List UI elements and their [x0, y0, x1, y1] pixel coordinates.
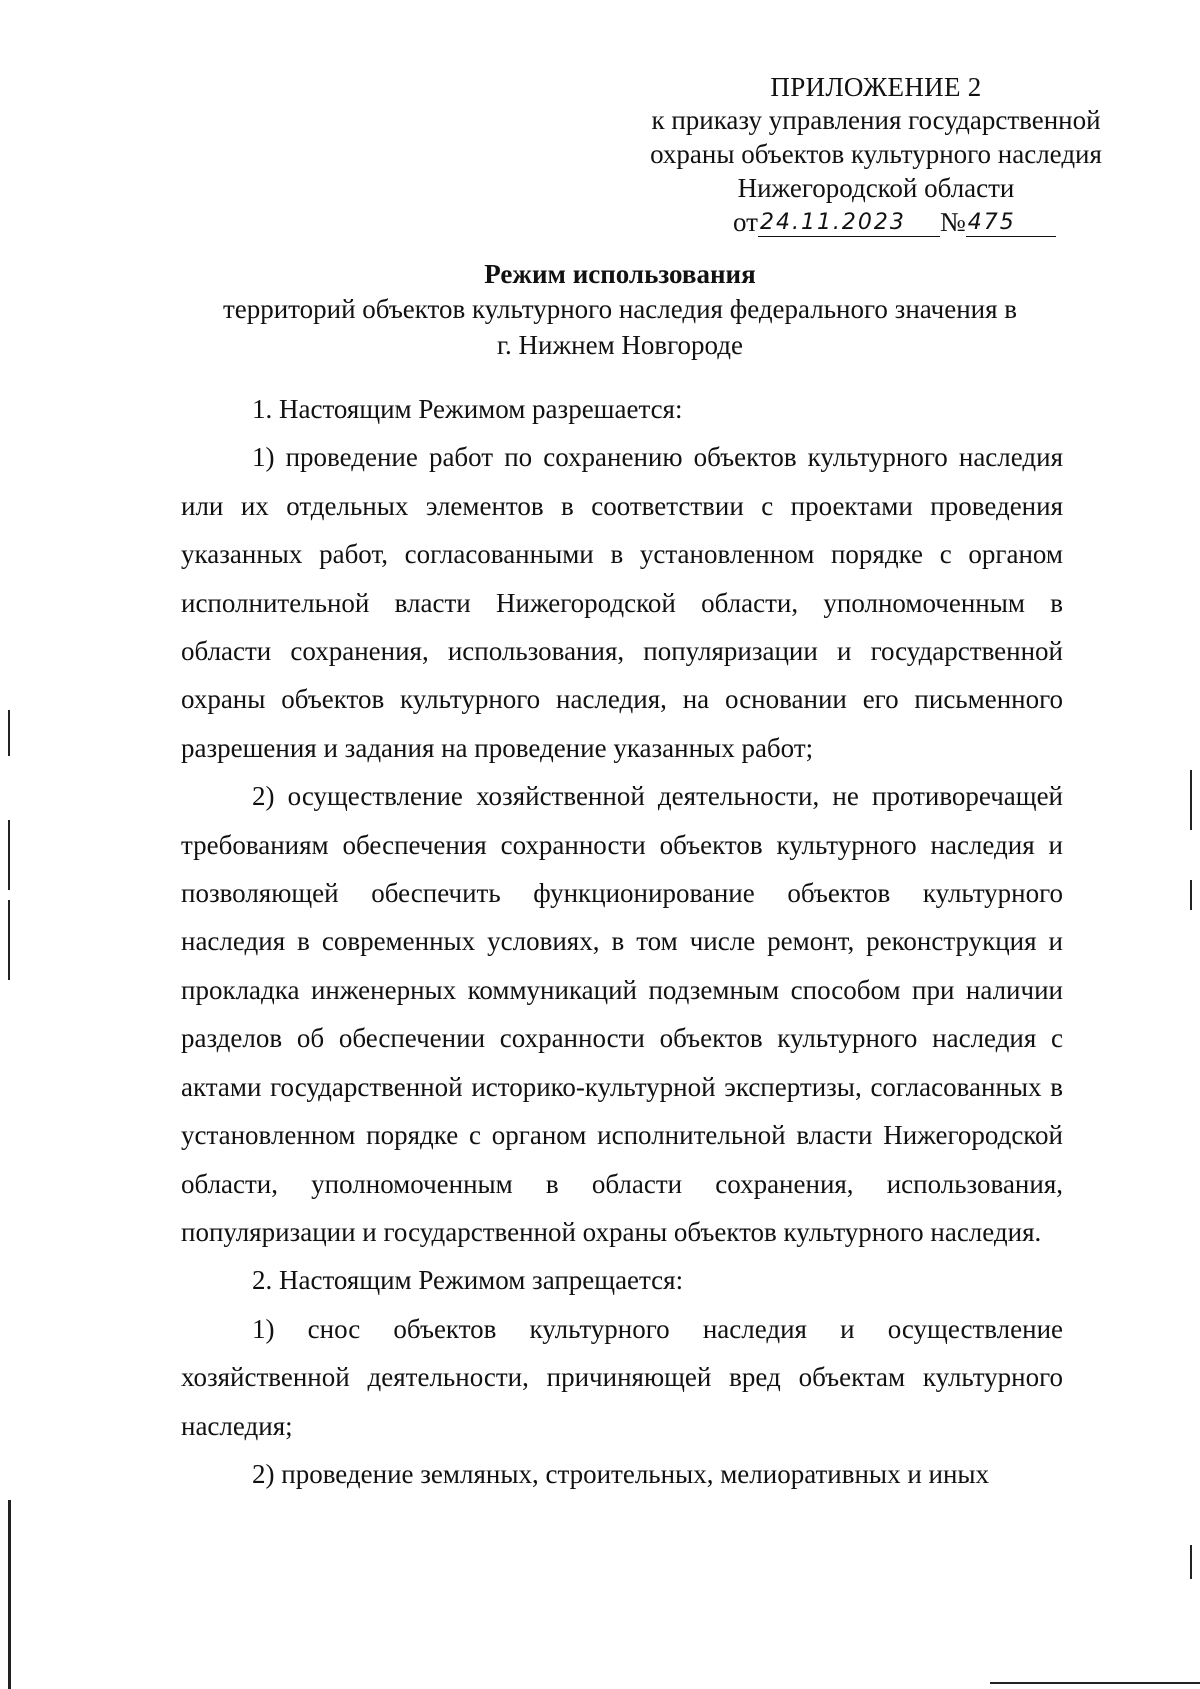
scan-edge-line [8, 1500, 11, 1689]
appendix-line: Нижегородской области [737, 173, 1015, 203]
appendix-title: ПРИЛОЖЕНИЕ 2 [770, 72, 982, 102]
body-paragraph: 1) проведение работ по сохранению объектов культурного наследия или их отдельных элементов в соответствии с проектами проведения указанных работ, согласованными в установленном порядке с органом исполнительной власти Нижегородской области, уполномоченным в области сохранения, использования, популяризации и государственной охраны объектов культурного наследия, на основании его письменного разрешения и задания на проведение указанных работ; [181, 442, 1063, 763]
order-date-number-line [733, 205, 1056, 239]
document-title: Режим использования [484, 259, 756, 289]
body-paragraph: 1) снос объектов культурного наследия и осуществление хозяйственной деятельности, причиняющей вред объектам культурного наследия; [181, 1313, 1063, 1441]
scan-edge-line [8, 710, 10, 756]
handwritten-date: 24.11.2023 [758, 210, 940, 237]
scan-edge-line [1190, 770, 1192, 830]
scan-edge-line [8, 820, 10, 890]
appendix-line: к приказу управления государственной [651, 105, 1101, 135]
date-prefix: от [733, 207, 758, 237]
subtitle-line: г. Нижнем Новгороде [497, 330, 743, 360]
subtitle-line: территорий объектов культурного наследия федерального значения в [222, 294, 1018, 324]
document-subtitle [180, 291, 1060, 363]
scan-edge-line [8, 900, 10, 980]
section-heading-permitted: 1. Настоящим Режимом разрешается: [252, 394, 683, 424]
body-paragraph: 2) осуществление хозяйственной деятельности, не противоречащей требованиям обеспечения сохранности объектов культурного наследия и позволяющей обеспечить функционирование объектов культурного наследия в современных условиях, в том числе ремонт, реконструкция и прокладка инженерных коммуникаций подземным способом при наличии разделов об обеспечении сохранности объектов культурного наследия с актами государственной историко-культурной экспертизы, согласованных в установленном порядке с органом исполнительной власти Нижегородской области, уполномоченным в области сохранения, использования, популяризации и государственной охраны объектов культурного наследия. [181, 781, 1063, 1247]
scan-edge-line [990, 1682, 1200, 1684]
section-heading-prohibited: 2. Настоящим Режимом запрещается: [252, 1265, 684, 1296]
handwritten-number: 475 [966, 210, 1056, 237]
document-body [181, 385, 1063, 1498]
appendix-reference [636, 103, 1116, 205]
appendix-line: охраны объектов культурного наследия [650, 139, 1102, 169]
number-prefix: № [939, 207, 966, 237]
scan-edge-line [1190, 880, 1192, 910]
body-paragraph: 2) проведение земляных, строительных, мелиоративных и иных [252, 1458, 990, 1489]
scan-edge-line [1190, 1545, 1192, 1579]
